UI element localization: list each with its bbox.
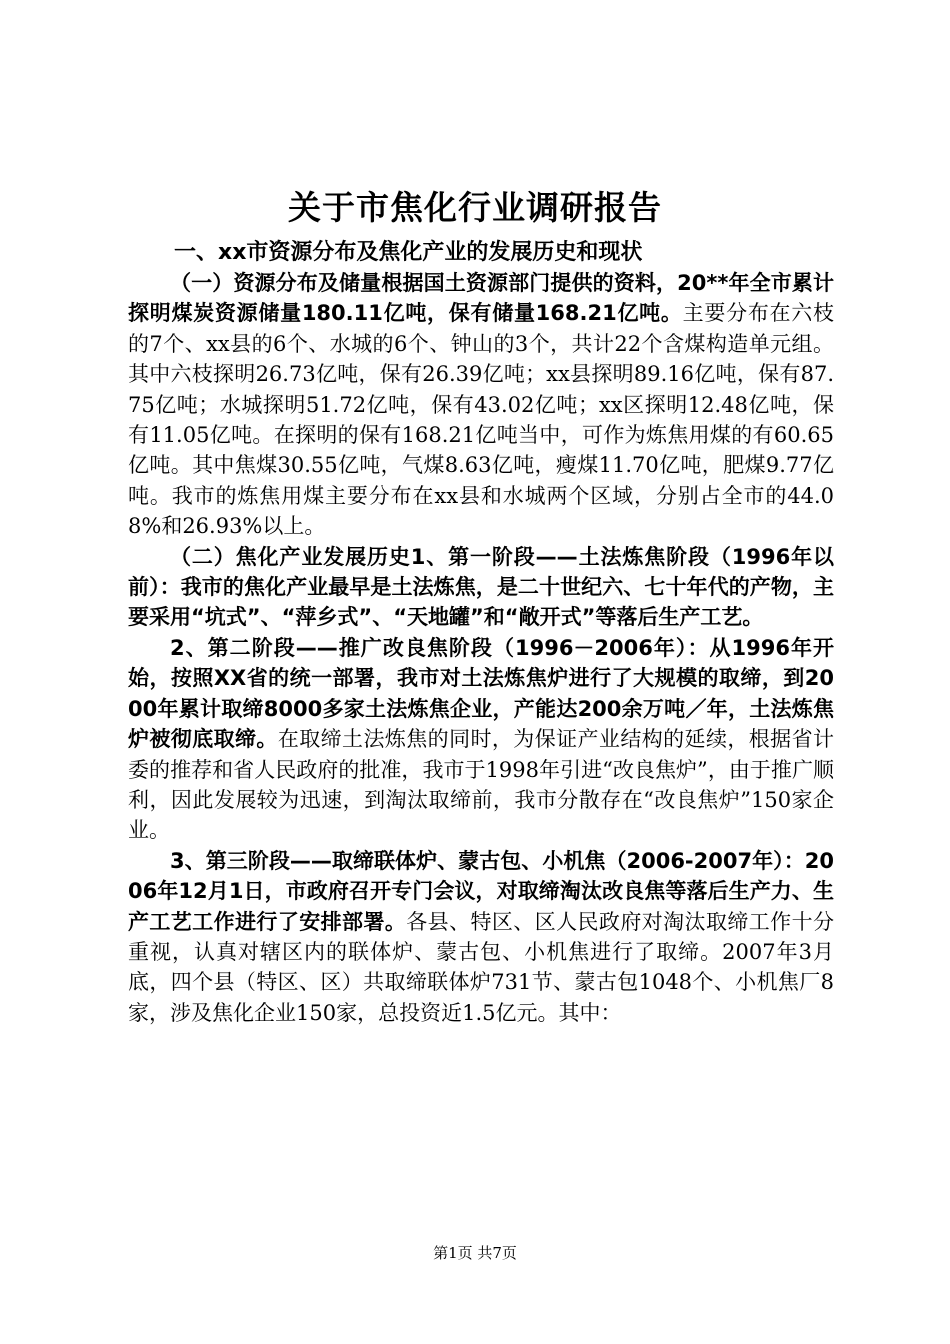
paragraph-lead: 2、第二阶段——推广改良焦阶段（1996－2006年）：从1996年开始，按照XX省的统一部署，我市对土法炼焦炉进行了大规模的取缔，到2000年累计取缔8000多家土法炼焦企业，产能达200余万吨／年，土法炼焦炉被彻底取缔。	[128, 635, 834, 752]
paragraph-resources	[128, 268, 834, 542]
paragraph-lead: 3、第三阶段——取缔联体炉、蒙古包、小机焦（2006-2007年）：2006年12月1日，市政府召开专门会议，对取缔淘汰改良焦等落后生产力、生产工艺工作进行了安排部署。	[128, 848, 834, 934]
paragraph-lead: （一）资源分布及储量根据国土资源部门提供的资料，20**年全市累计探明煤炭资源储量180.11亿吨，保有储量168.21亿吨。	[128, 271, 834, 326]
paragraph-body: 在取缔土法炼焦的同时，为保证产业结构的延续，根据省计委的推荐和省人民政府的批准，我市于1998年引进“改良焦炉”，由于推广顺利，因此发展较为迅速，到淘汰取缔前，我市分散存在“改良焦炉”150家企业。	[128, 727, 834, 843]
paragraph-lead: （二）焦化产业发展历史1、第一阶段——土法炼焦阶段（1996年以前）：我市的焦化产业最早是土法炼焦，是二十世纪六、七十年代的产物，主要采用“坑式”、“萍乡式”、“天地罐”和“敞开式”等落后生产工艺。	[128, 544, 834, 630]
paragraph-history-stage-3	[128, 846, 834, 1028]
body-text	[128, 268, 834, 1028]
paragraph-history-stage-2	[128, 633, 834, 846]
paragraph-history-stage-1	[128, 542, 834, 633]
paragraph-body: 主要分布在六枝的7个、xx县的6个、水城的6个、钟山的3个，共计22个含煤构造单元组。其中六枝探明26.73亿吨，保有26.39亿吨；xx县探明89.16亿吨，保有87.75亿吨；水城探明51.72亿吨，保有43.02亿吨；xx区探明12.48亿吨，保有11.05亿吨。在探明的保有168.21亿吨当中，可作为炼焦用煤的有60.65亿吨。其中焦煤30.55亿吨，气煤8.63亿吨，瘦煤11.70亿吨，肥煤9.77亿吨。我市的炼焦用煤主要分布在xx县和水城两个区域，分别占全市的44.08%和26.93%以上。	[128, 301, 835, 539]
document-title: 关于市焦化行业调研报告	[288, 188, 662, 227]
paragraph-body: 各县、特区、区人民政府对淘汰取缔工作十分重视，认真对辖区内的联体炉、蒙古包、小机焦进行了取缔。2007年3月底，四个县（特区、区）共取缔联体炉731节、蒙古包1048个、小机焦厂8家，涉及焦化企业150家，总投资近1.5亿元。其中：	[128, 909, 834, 1025]
section-heading: 一、xx市资源分布及焦化产业的发展历史和现状	[174, 240, 643, 265]
page-number-footer: 第1页 共7页	[433, 1244, 517, 1262]
